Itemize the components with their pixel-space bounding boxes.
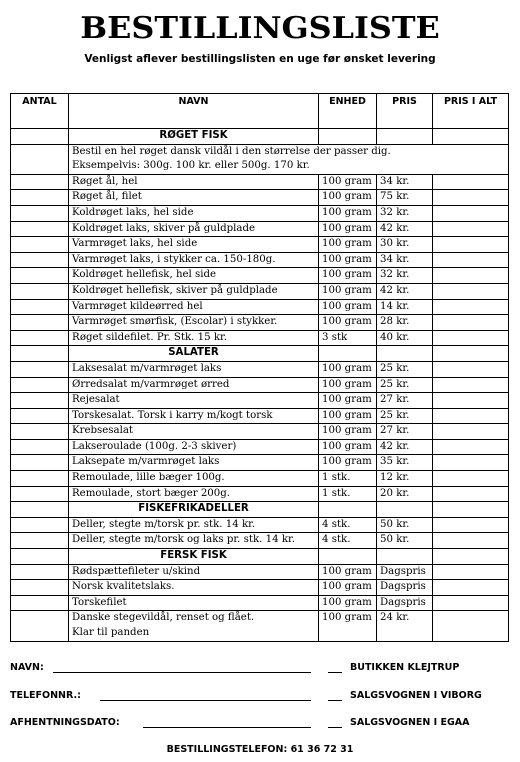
- section-row: [11, 346, 509, 362]
- item-name-line: Danske stegevildål, renset og flået.: [72, 612, 255, 624]
- total-cell[interactable]: [433, 611, 509, 641]
- table-row: [11, 268, 509, 284]
- pris-cell: [377, 502, 433, 518]
- item-unit: 4 stk.: [319, 517, 377, 533]
- item-name-line: Klar til panden: [72, 627, 150, 638]
- antal-cell[interactable]: [11, 533, 69, 549]
- table-row: [11, 486, 509, 502]
- item-unit: 100 gram: [319, 190, 377, 206]
- item-unit: 100 gram: [319, 611, 377, 641]
- item-name-line: Koldrøget hellefisk, hel side: [72, 269, 217, 281]
- item-price: 28 kr.: [377, 315, 433, 331]
- item-name: [69, 361, 319, 377]
- item-name-line: Deller, stegte m/torsk og laks pr. stk. 14 kr.: [72, 534, 295, 546]
- item-unit: 100 gram: [319, 564, 377, 580]
- table-row: [11, 471, 509, 487]
- antal-cell[interactable]: [11, 455, 69, 471]
- item-name: [69, 315, 319, 331]
- item-name: [69, 595, 319, 611]
- item-unit: 100 gram: [319, 580, 377, 596]
- table-row: [11, 190, 509, 206]
- antal-cell[interactable]: [11, 221, 69, 237]
- table-row: [11, 408, 509, 424]
- item-price: 27 kr.: [377, 424, 433, 440]
- table-row: [11, 283, 509, 299]
- item-price: 25 kr.: [377, 377, 433, 393]
- item-name: [69, 580, 319, 596]
- navn-field[interactable]: [53, 672, 311, 673]
- antal-cell[interactable]: [11, 361, 69, 377]
- antal-cell[interactable]: [11, 144, 69, 174]
- total-cell[interactable]: [433, 205, 509, 221]
- item-name: [69, 268, 319, 284]
- item-price: Dagspris: [377, 580, 433, 596]
- item-price: 42 kr.: [377, 221, 433, 237]
- item-name-line: Varmrøget laks, hel side: [72, 238, 198, 250]
- item-unit: 1 stk.: [319, 471, 377, 487]
- col-enhed: ENHED: [319, 94, 377, 129]
- antal-cell[interactable]: [11, 564, 69, 580]
- antal-cell[interactable]: [11, 205, 69, 221]
- total-cell[interactable]: [433, 190, 509, 206]
- antal-cell[interactable]: [11, 439, 69, 455]
- item-name-line: Varmrøget laks, i stykker ca. 150-180g.: [72, 253, 276, 265]
- table-row: [11, 611, 509, 641]
- table-row: [11, 424, 509, 440]
- item-unit: 100 gram: [319, 361, 377, 377]
- item-name: [69, 471, 319, 487]
- option-klejtrup-checkbox[interactable]: [328, 672, 342, 673]
- col-pris-i-alt: PRIS I ALT: [433, 94, 509, 129]
- total-cell[interactable]: [433, 377, 509, 393]
- item-name-line: Koldrøget laks, skiver på guldplade: [72, 222, 255, 234]
- item-unit: 100 gram: [319, 299, 377, 315]
- item-name: [69, 221, 319, 237]
- item-price: 50 kr.: [377, 533, 433, 549]
- item-name-line: Lakseroulade (100g. 2-3 skiver): [72, 440, 237, 452]
- total-cell[interactable]: [433, 346, 509, 362]
- item-unit: 100 gram: [319, 221, 377, 237]
- item-name-line: Varmrøget kildeørred hel: [72, 300, 203, 312]
- item-name: [69, 455, 319, 471]
- item-unit: 100 gram: [319, 408, 377, 424]
- telefon-field[interactable]: [100, 700, 311, 701]
- item-name-line: Laksesalat m/varmrøget laks: [72, 362, 222, 374]
- table-header-row: [11, 94, 509, 129]
- section-title: FERSK FISK: [69, 549, 319, 565]
- item-name-line: Torskefilet: [72, 596, 127, 608]
- total-cell[interactable]: [433, 129, 509, 145]
- item-name-line: Torskesalat. Torsk i karry m/kogt torsk: [72, 409, 273, 421]
- item-unit: 100 gram: [319, 377, 377, 393]
- pris-cell: [377, 346, 433, 362]
- item-price: 42 kr.: [377, 439, 433, 455]
- total-cell[interactable]: [433, 174, 509, 190]
- table-row: [11, 205, 509, 221]
- total-cell[interactable]: [433, 533, 509, 549]
- table-row: [11, 252, 509, 268]
- option-viborg-label: SALGSVOGNEN I VIBORG: [350, 690, 482, 701]
- item-name-line: Ørredsalat m/varmrøget ørred: [72, 378, 230, 390]
- total-cell[interactable]: [433, 408, 509, 424]
- total-cell[interactable]: [433, 424, 509, 440]
- total-cell[interactable]: [433, 549, 509, 565]
- item-price: 75 kr.: [377, 190, 433, 206]
- item-name: [69, 611, 319, 641]
- total-cell[interactable]: [433, 517, 509, 533]
- item-price: 25 kr.: [377, 361, 433, 377]
- antal-cell[interactable]: [11, 299, 69, 315]
- item-name-line: Deller, stegte m/torsk pr. stk. 14 kr.: [72, 518, 256, 530]
- item-price: 24 kr.: [377, 611, 433, 641]
- antal-cell[interactable]: [11, 252, 69, 268]
- order-phone: BESTILLINGSTELEFON: 61 36 72 31: [166, 744, 354, 755]
- item-name-line: Rødspættefileter u/skind: [72, 565, 201, 577]
- table-row: [11, 330, 509, 346]
- enhed-cell: [319, 346, 377, 362]
- order-table: [10, 93, 509, 642]
- section-row: [11, 549, 509, 565]
- total-cell[interactable]: [433, 237, 509, 253]
- antal-cell[interactable]: [11, 283, 69, 299]
- antal-cell[interactable]: [11, 580, 69, 596]
- pris-cell: [377, 129, 433, 145]
- item-unit: 100 gram: [319, 237, 377, 253]
- enhed-cell: [319, 549, 377, 565]
- item-name: [69, 283, 319, 299]
- antal-cell[interactable]: [11, 268, 69, 284]
- antal-cell[interactable]: [11, 611, 69, 641]
- item-price: 12 kr.: [377, 471, 433, 487]
- table-row: [11, 580, 509, 596]
- total-cell[interactable]: [433, 471, 509, 487]
- item-name-line: Laksepate m/varmrøget laks: [72, 456, 220, 468]
- total-cell[interactable]: [433, 299, 509, 315]
- item-price: 32 kr.: [377, 205, 433, 221]
- item-price: 14 kr.: [377, 299, 433, 315]
- option-egaa-checkbox[interactable]: [328, 727, 342, 728]
- note-line: Eksempelvis: 300g. 100 kr. eller 500g. 170 kr.: [72, 160, 310, 172]
- item-unit: 100 gram: [319, 455, 377, 471]
- item-price: 20 kr.: [377, 486, 433, 502]
- section-title: FISKEFRIKADELLER: [69, 502, 319, 518]
- item-name-line: Remoulade, stort bæger 200g.: [72, 487, 231, 499]
- item-unit: 100 gram: [319, 268, 377, 284]
- page-subtitle: Venligst aflever bestillingslisten en uge før ønsket levering: [84, 53, 436, 65]
- item-name-line: Krebsesalat: [72, 425, 134, 437]
- item-price: 27 kr.: [377, 393, 433, 409]
- item-name: [69, 408, 319, 424]
- item-name: [69, 174, 319, 190]
- col-antal: ANTAL: [11, 94, 69, 129]
- item-unit: 4 stk.: [319, 533, 377, 549]
- total-cell[interactable]: [433, 315, 509, 331]
- item-name-line: Koldrøget laks, hel side: [72, 206, 194, 218]
- total-cell[interactable]: [433, 502, 509, 518]
- item-unit: 100 gram: [319, 205, 377, 221]
- antal-cell[interactable]: [11, 408, 69, 424]
- antal-cell[interactable]: [11, 129, 69, 145]
- section-note-row: [11, 144, 509, 174]
- section-row: [11, 502, 509, 518]
- antal-cell[interactable]: [11, 315, 69, 331]
- antal-cell[interactable]: [11, 502, 69, 518]
- antal-cell[interactable]: [11, 517, 69, 533]
- total-cell[interactable]: [433, 268, 509, 284]
- item-name: [69, 190, 319, 206]
- table-row: [11, 455, 509, 471]
- item-price: Dagspris: [377, 595, 433, 611]
- table-row: [11, 377, 509, 393]
- telefon-label: TELEFONNR.:: [10, 690, 81, 701]
- table-row: [11, 595, 509, 611]
- item-unit: 100 gram: [319, 174, 377, 190]
- item-name-line: Varmrøget smørfisk, (Escolar) i stykker.: [72, 316, 278, 328]
- pris-cell: [377, 549, 433, 565]
- item-unit: 100 gram: [319, 283, 377, 299]
- item-unit: 100 gram: [319, 424, 377, 440]
- item-price: 30 kr.: [377, 237, 433, 253]
- table-row: [11, 299, 509, 315]
- item-price: 35 kr.: [377, 455, 433, 471]
- antal-cell[interactable]: [11, 237, 69, 253]
- antal-cell[interactable]: [11, 174, 69, 190]
- item-name-line: Rejesalat: [72, 394, 120, 406]
- item-price: 34 kr.: [377, 252, 433, 268]
- item-unit: 100 gram: [319, 595, 377, 611]
- antal-cell[interactable]: [11, 377, 69, 393]
- item-name: [69, 517, 319, 533]
- afhentning-field[interactable]: [143, 727, 311, 728]
- item-name-line: Remoulade, lille bæger 100g.: [72, 472, 225, 484]
- total-cell[interactable]: [433, 393, 509, 409]
- item-unit: 100 gram: [319, 315, 377, 331]
- total-cell[interactable]: [433, 330, 509, 346]
- table-row: [11, 221, 509, 237]
- item-name-line: Røget sildefilet. Pr. Stk. 15 kr.: [72, 331, 227, 343]
- item-name: [69, 299, 319, 315]
- item-name-line: Røget ål, hel: [72, 175, 138, 187]
- antal-cell[interactable]: [11, 346, 69, 362]
- total-cell[interactable]: [433, 361, 509, 377]
- total-cell[interactable]: [433, 564, 509, 580]
- navn-label: NAVN:: [10, 662, 44, 673]
- table-row: [11, 393, 509, 409]
- note-line: Bestil en hel røget dansk vildål i den størrelse der passer dig.: [72, 145, 391, 157]
- item-name: [69, 564, 319, 580]
- item-name: [69, 252, 319, 268]
- option-egaa-label: SALGSVOGNEN I EGAA: [350, 717, 470, 728]
- item-price: 40 kr.: [377, 330, 433, 346]
- antal-cell[interactable]: [11, 393, 69, 409]
- enhed-cell: [319, 129, 377, 145]
- item-unit: 100 gram: [319, 439, 377, 455]
- total-cell[interactable]: [433, 439, 509, 455]
- enhed-cell: [319, 502, 377, 518]
- item-unit: 1 stk.: [319, 486, 377, 502]
- option-viborg-checkbox[interactable]: [328, 700, 342, 701]
- table-row: [11, 439, 509, 455]
- section-title: RØGET FISK: [69, 129, 319, 145]
- total-cell[interactable]: [433, 486, 509, 502]
- table-body: [11, 129, 509, 642]
- antal-cell[interactable]: [11, 549, 69, 565]
- item-name: [69, 377, 319, 393]
- section-title: SALATER: [69, 346, 319, 362]
- section-note: [69, 144, 509, 174]
- item-name: [69, 393, 319, 409]
- page-title: BESTILLINGSLISTE: [80, 11, 440, 46]
- item-price: 34 kr.: [377, 174, 433, 190]
- antal-cell[interactable]: [11, 190, 69, 206]
- section-row: [11, 129, 509, 145]
- item-unit: 100 gram: [319, 252, 377, 268]
- table-row: [11, 361, 509, 377]
- item-name-line: Koldrøget hellefisk, skiver på guldplade: [72, 284, 278, 296]
- item-name: [69, 205, 319, 221]
- total-cell[interactable]: [433, 221, 509, 237]
- item-name: [69, 533, 319, 549]
- total-cell[interactable]: [433, 455, 509, 471]
- col-pris: PRIS: [377, 94, 433, 129]
- item-name: [69, 439, 319, 455]
- item-name-line: Røget ål, filet: [72, 191, 142, 203]
- total-cell[interactable]: [433, 283, 509, 299]
- antal-cell[interactable]: [11, 424, 69, 440]
- table-row: [11, 315, 509, 331]
- item-unit: 100 gram: [319, 393, 377, 409]
- item-unit: 3 stk: [319, 330, 377, 346]
- item-name: [69, 486, 319, 502]
- item-price: 25 kr.: [377, 408, 433, 424]
- table-row: [11, 564, 509, 580]
- item-name: [69, 424, 319, 440]
- total-cell[interactable]: [433, 252, 509, 268]
- antal-cell[interactable]: [11, 486, 69, 502]
- col-navn: NAVN: [69, 94, 319, 129]
- total-cell[interactable]: [433, 595, 509, 611]
- item-name: [69, 330, 319, 346]
- option-klejtrup-label: BUTIKKEN KLEJTRUP: [350, 662, 460, 673]
- item-price: 42 kr.: [377, 283, 433, 299]
- item-name-line: Norsk kvalitetslaks.: [72, 581, 175, 593]
- total-cell[interactable]: [433, 580, 509, 596]
- antal-cell[interactable]: [11, 330, 69, 346]
- antal-cell[interactable]: [11, 595, 69, 611]
- item-name: [69, 237, 319, 253]
- item-price: 50 kr.: [377, 517, 433, 533]
- antal-cell[interactable]: [11, 471, 69, 487]
- table-row: [11, 174, 509, 190]
- table-row: [11, 237, 509, 253]
- afhentning-label: AFHENTNINGSDATO:: [10, 717, 120, 728]
- table-row: [11, 533, 509, 549]
- item-price: Dagspris: [377, 564, 433, 580]
- item-price: 32 kr.: [377, 268, 433, 284]
- table-row: [11, 517, 509, 533]
